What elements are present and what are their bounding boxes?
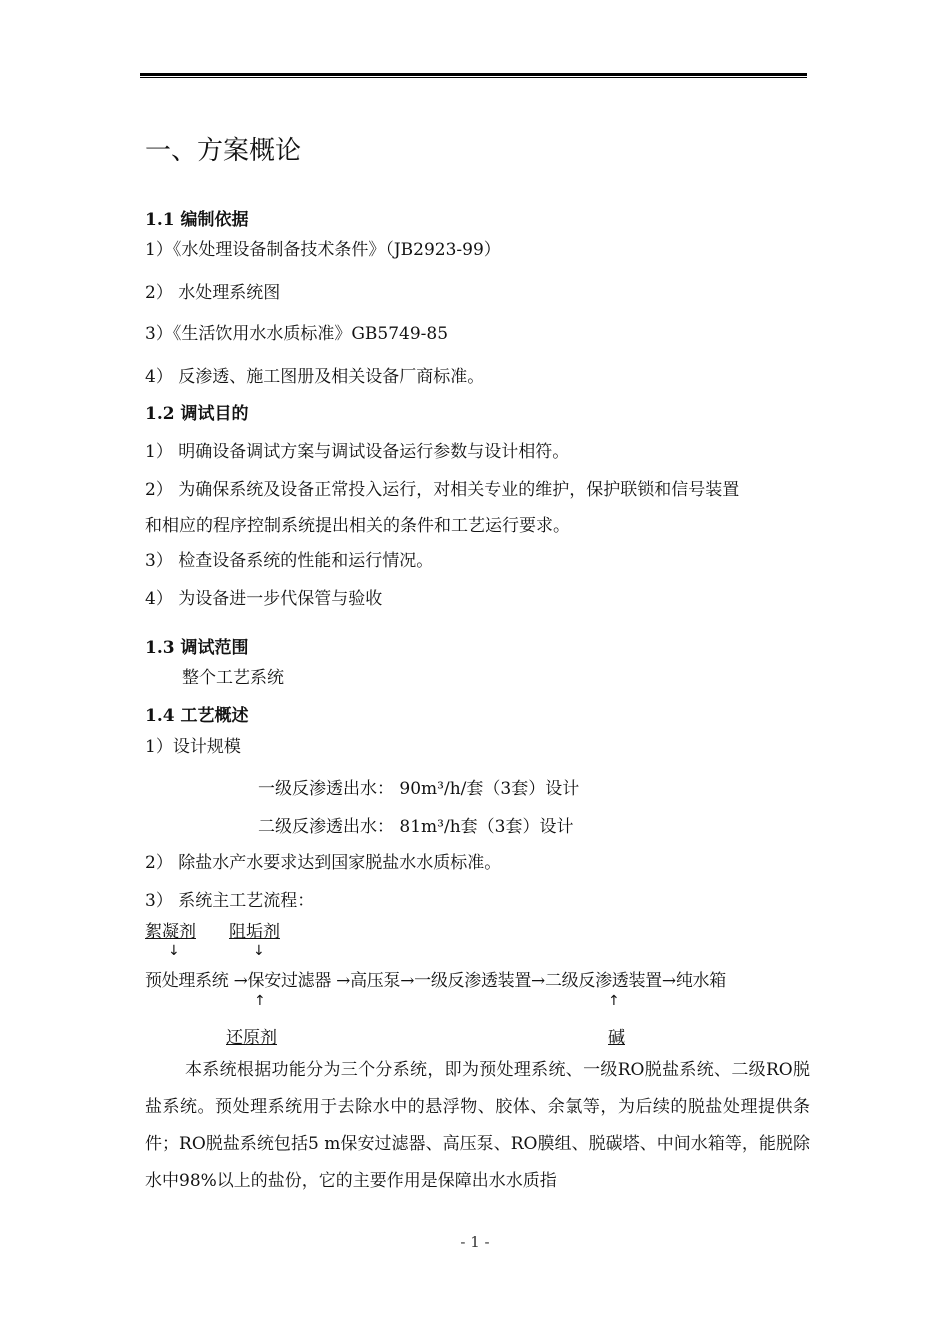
arrow-down-icon: ↓ bbox=[253, 943, 265, 959]
sec1-item-4: 4） 反渗透、施工图册及相关设备厂商标准。 bbox=[145, 367, 485, 387]
sec4-item-1: 1）设计规模 bbox=[145, 737, 241, 757]
flow-input-alkali: 碱 bbox=[608, 1028, 625, 1048]
section-1-2-title: 1.2 调试目的 bbox=[145, 404, 249, 424]
spec-second-ro: 二级反渗透出水： 81m³/h套（3套）设计 bbox=[258, 817, 574, 837]
chapter-heading: 一、方案概论 bbox=[145, 136, 302, 166]
arrow-up-icon: ↑ bbox=[608, 993, 620, 1009]
flow-input-reductant: 还原剂 bbox=[226, 1028, 277, 1048]
flow-input-flocculant: 絮凝剂 bbox=[145, 922, 196, 942]
header-rule-thin bbox=[140, 77, 807, 78]
sec2-item-2-cont: 和相应的程序控制系统提出相关的条件和工艺运行要求。 bbox=[145, 516, 570, 536]
sec1-item-1: 1）《水处理设备制备技术条件》（JB2923-99） bbox=[145, 240, 501, 260]
body-paragraph: 本系统根据功能分为三个分系统，即为预处理系统、一级RO脱盐系统、二级RO脱盐系统。预处理系统用于去除水中的悬浮物、胶体、余氯等，为后续的脱盐处理提供条件；RO脱盐系统包括5 m保安过滤器、高压泵、RO膜组、脱碳塔、中间水箱等，能脱除水中98%以上的盐份，它的主要作用是保障出水水质指 bbox=[145, 1060, 810, 1191]
sec1-item-2: 2） 水处理系统图 bbox=[145, 283, 281, 303]
section-1-3-title: 1.3 调试范围 bbox=[145, 638, 249, 658]
sec1-item-3: 3）《生活饮用水水质标准》GB5749-85 bbox=[145, 324, 449, 344]
sec2-item-2: 2） 为确保系统及设备正常投入运行，对相关专业的维护，保护联锁和信号装置 bbox=[145, 480, 740, 500]
sec4-item-2: 2） 除盐水产水要求达到国家脱盐水水质标准。 bbox=[145, 853, 502, 873]
sec4-item-3: 3） 系统主工艺流程： bbox=[145, 891, 315, 911]
spec-first-ro: 一级反渗透出水： 90m³/h/套（3套）设计 bbox=[258, 779, 580, 799]
flow-process-line: 预处理系统 →保安过滤器 →高压泵→一级反渗透装置→二级反渗透装置→纯水箱 bbox=[145, 971, 726, 991]
arrow-down-icon: ↓ bbox=[168, 943, 180, 959]
header-rule-thick bbox=[140, 73, 807, 76]
sec3-body: 整个工艺系统 bbox=[182, 668, 284, 688]
flow-input-antiscalant: 阻垢剂 bbox=[229, 922, 280, 942]
sec2-item-1: 1） 明确设备调试方案与调试设备运行参数与设计相符。 bbox=[145, 442, 570, 462]
arrow-up-icon: ↑ bbox=[254, 993, 266, 1009]
sec2-item-4: 4） 为设备进一步代保管与验收 bbox=[145, 589, 383, 609]
section-1-4-title: 1.4 工艺概述 bbox=[145, 706, 249, 726]
page-number: - 1 - bbox=[460, 1233, 490, 1251]
sec2-item-3: 3） 检查设备系统的性能和运行情况。 bbox=[145, 551, 434, 571]
section-1-1-title: 1.1 编制依据 bbox=[145, 210, 249, 230]
